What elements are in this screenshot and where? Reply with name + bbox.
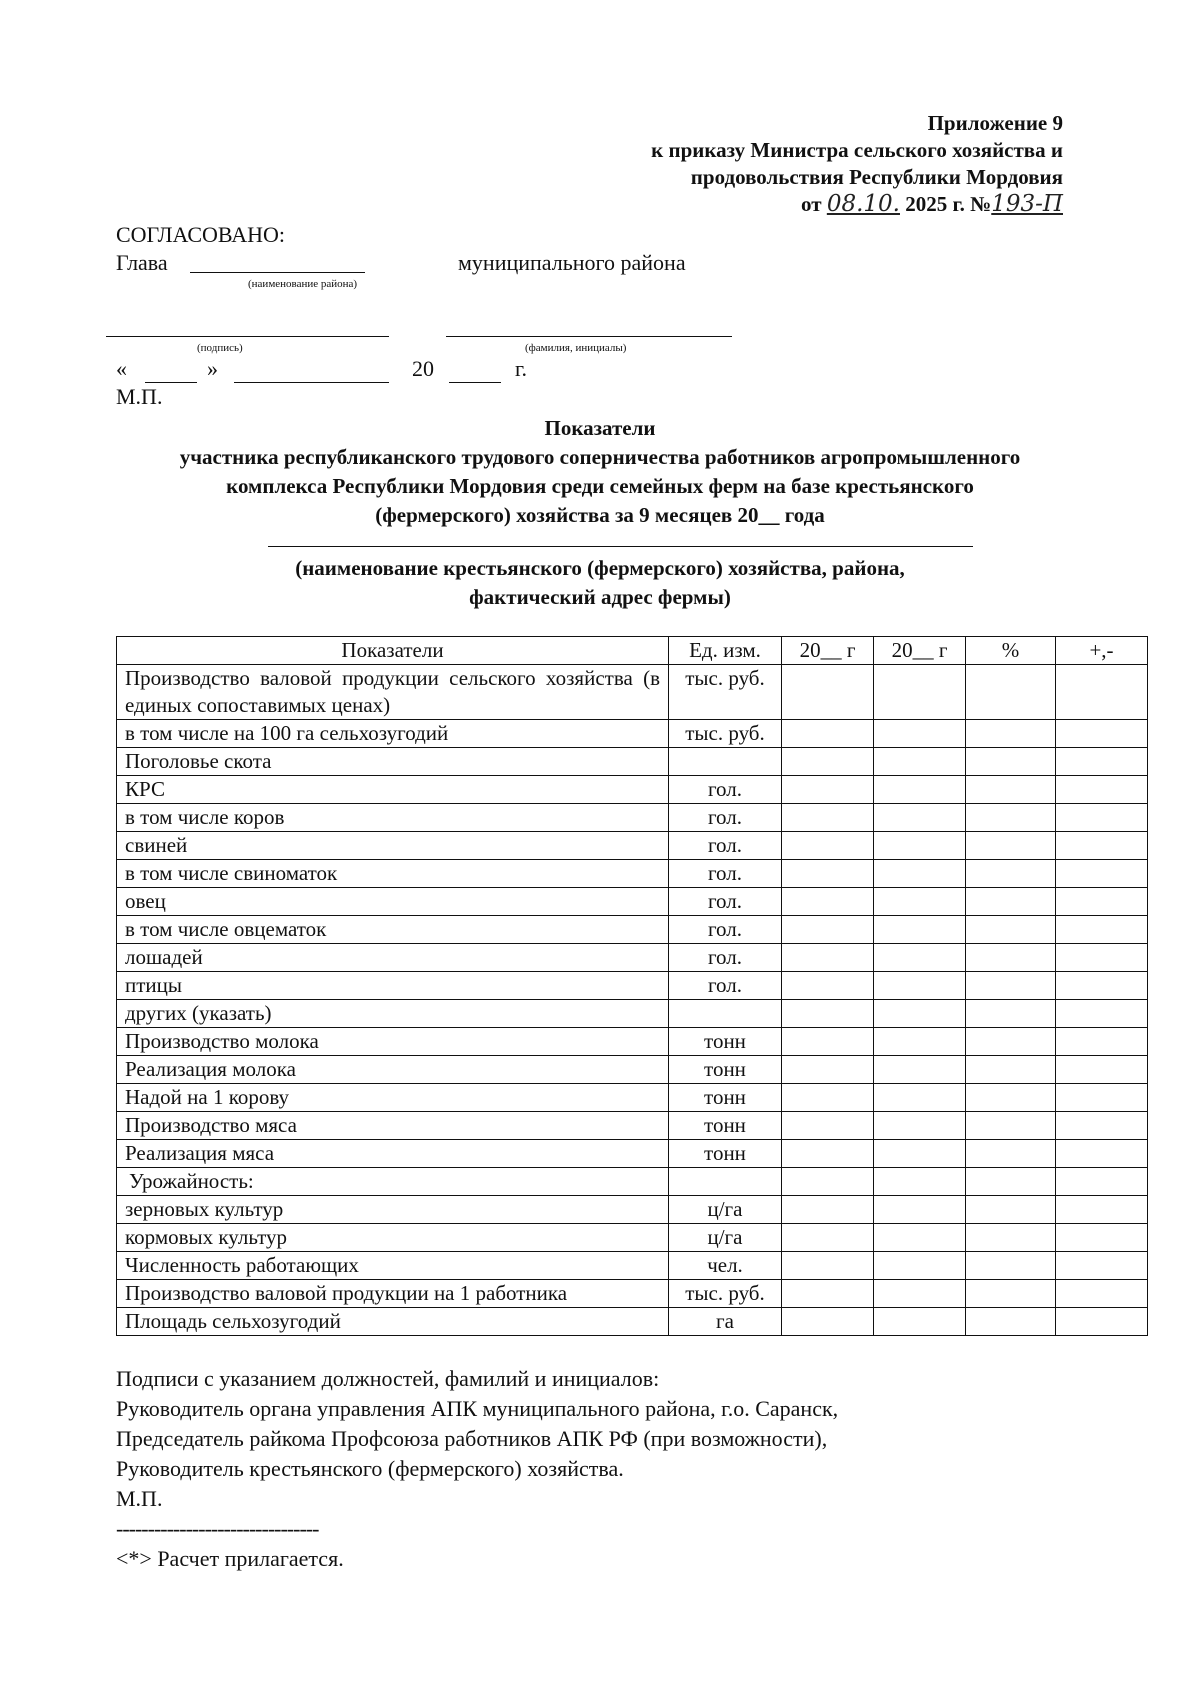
table-row — [117, 888, 1148, 916]
indicator-name: свиней — [117, 832, 669, 860]
indicator-unit — [669, 1000, 782, 1028]
table-row — [117, 1084, 1148, 1112]
value-percent[interactable] — [966, 888, 1056, 916]
value-year-1[interactable] — [782, 720, 874, 748]
date-quote-close: » — [207, 356, 218, 381]
signer-union-chair: Председатель райкома Профсоюза работников АПК РФ (при возможности), — [116, 1426, 828, 1451]
value-percent[interactable] — [966, 1056, 1056, 1084]
indicator-unit: гол. — [669, 888, 782, 916]
table-row — [117, 665, 1148, 720]
indicator-name: в том числе коров — [117, 804, 669, 832]
appendix-date-line — [651, 191, 1063, 218]
name-line — [446, 336, 732, 337]
handwritten-number: 193-П — [991, 191, 1063, 217]
value-year-2[interactable] — [874, 1140, 966, 1168]
value-year-1[interactable] — [782, 665, 874, 720]
indicator-name: кормовых культур — [117, 1224, 669, 1252]
date-quote-open: « — [116, 356, 127, 381]
value-year-2[interactable] — [874, 972, 966, 1000]
value-year-1[interactable] — [782, 860, 874, 888]
indicators-table — [116, 636, 1148, 1336]
value-diff[interactable] — [1056, 944, 1148, 972]
indicator-unit: га — [669, 1308, 782, 1336]
indicator-unit: ц/га — [669, 1224, 782, 1252]
indicator-name: Реализация мяса — [117, 1140, 669, 1168]
value-percent[interactable] — [966, 1084, 1056, 1112]
indicator-name: лошадей — [117, 944, 669, 972]
table-row — [117, 1000, 1148, 1028]
table-row — [117, 1056, 1148, 1084]
table-row — [117, 860, 1148, 888]
head-label: Глава — [116, 250, 168, 275]
table-row — [117, 832, 1148, 860]
indicator-unit: гол. — [669, 944, 782, 972]
value-year-1[interactable] — [782, 1112, 874, 1140]
table-row — [117, 1112, 1148, 1140]
table-row — [117, 1308, 1148, 1336]
value-year-2[interactable] — [874, 1112, 966, 1140]
indicator-unit — [669, 748, 782, 776]
indicator-name: Надой на 1 корову — [117, 1084, 669, 1112]
value-percent[interactable] — [966, 832, 1056, 860]
value-year-2[interactable] — [874, 1028, 966, 1056]
day-line — [145, 382, 197, 383]
value-year-1[interactable] — [782, 1224, 874, 1252]
value-diff[interactable] — [1056, 860, 1148, 888]
value-year-2[interactable] — [874, 1280, 966, 1308]
indicator-unit: гол. — [669, 972, 782, 1000]
value-percent[interactable] — [966, 1280, 1056, 1308]
table-row — [117, 804, 1148, 832]
indicator-unit: тонн — [669, 1140, 782, 1168]
table-row — [117, 916, 1148, 944]
value-diff[interactable] — [1056, 1280, 1148, 1308]
value-diff[interactable] — [1056, 776, 1148, 804]
indicator-unit: чел. — [669, 1252, 782, 1280]
value-year-1[interactable] — [782, 832, 874, 860]
district-name-line — [190, 272, 365, 273]
signatures-block — [116, 1364, 838, 1574]
value-year-1[interactable] — [782, 776, 874, 804]
value-year-1[interactable] — [782, 1252, 874, 1280]
year-prefix: 20 — [412, 356, 434, 381]
title-line-2: участника республиканского трудового соперничества работников агропромышленного — [179, 445, 1021, 469]
indicator-unit — [669, 1168, 782, 1196]
indicator-unit: ц/га — [669, 1196, 782, 1224]
value-year-2[interactable] — [874, 776, 966, 804]
value-year-2[interactable] — [874, 1000, 966, 1028]
table-row — [117, 1224, 1148, 1252]
table-row — [117, 1280, 1148, 1308]
value-year-2[interactable] — [874, 860, 966, 888]
value-year-2[interactable] — [874, 1168, 966, 1196]
indicator-unit: гол. — [669, 776, 782, 804]
title-line-1: Показатели — [544, 416, 656, 440]
title-line-3: комплекса Республики Мордовия среди семейных ферм на базе крестьянского — [226, 474, 974, 498]
indicator-name: Урожайность: — [117, 1168, 669, 1196]
value-percent[interactable] — [966, 665, 1056, 720]
district-caption: (наименование района) — [248, 278, 358, 290]
agreed-label: СОГЛАСОВАНО: — [116, 222, 285, 247]
value-diff[interactable] — [1056, 972, 1148, 1000]
value-year-2[interactable] — [874, 748, 966, 776]
value-percent[interactable] — [966, 776, 1056, 804]
value-year-1[interactable] — [782, 944, 874, 972]
table-row — [117, 720, 1148, 748]
indicator-name: КРС — [117, 776, 669, 804]
table-row — [117, 1028, 1148, 1056]
value-year-2[interactable] — [874, 1056, 966, 1084]
value-year-2[interactable] — [874, 944, 966, 972]
title-line-4: (фермерского) хозяйства за 9 месяцев 20__ года — [375, 503, 825, 527]
value-diff[interactable] — [1056, 1168, 1148, 1196]
appendix-header — [651, 110, 1063, 218]
value-percent[interactable] — [966, 860, 1056, 888]
indicator-unit: гол. — [669, 832, 782, 860]
month-line — [234, 382, 389, 383]
name-caption: (фамилия, инициалы) — [525, 342, 627, 354]
table-row — [117, 776, 1148, 804]
value-diff[interactable] — [1056, 1028, 1148, 1056]
value-year-2[interactable] — [874, 1196, 966, 1224]
indicator-name: Производство молока — [117, 1028, 669, 1056]
value-year-2[interactable] — [874, 1252, 966, 1280]
signer-farm-head: Руководитель крестьянского (фермерского) хозяйства. — [116, 1456, 624, 1481]
value-diff[interactable] — [1056, 804, 1148, 832]
value-year-2[interactable] — [874, 1224, 966, 1252]
indicator-name: Численность работающих — [117, 1252, 669, 1280]
indicator-name: зерновых культур — [117, 1196, 669, 1224]
indicator-unit: гол. — [669, 804, 782, 832]
indicator-name: овец — [117, 888, 669, 916]
header-year-2: 20__ г — [874, 637, 966, 665]
value-year-2[interactable] — [874, 832, 966, 860]
value-year-1[interactable] — [782, 972, 874, 1000]
table-row — [117, 1168, 1148, 1196]
value-year-1[interactable] — [782, 1308, 874, 1336]
value-diff[interactable] — [1056, 720, 1148, 748]
indicator-name: Производство валовой продукции сельского хозяйства (в единых сопоставимых ценах) — [117, 665, 669, 720]
indicator-name: других (указать) — [117, 1000, 669, 1028]
farm-caption-line-2: фактический адрес фермы) — [469, 585, 731, 609]
value-percent[interactable] — [966, 1168, 1056, 1196]
header-diff: +,- — [1056, 637, 1148, 665]
indicator-unit: тыс. руб. — [669, 720, 782, 748]
indicator-name: Производство валовой продукции на 1 работника — [117, 1280, 669, 1308]
footnote: <*> Расчет прилагается. — [116, 1546, 344, 1571]
indicator-unit: тонн — [669, 1084, 782, 1112]
value-diff[interactable] — [1056, 1252, 1148, 1280]
value-diff[interactable] — [1056, 1084, 1148, 1112]
value-percent[interactable] — [966, 804, 1056, 832]
indicator-name: в том числе на 100 га сельхозугодий — [117, 720, 669, 748]
value-year-2[interactable] — [874, 1084, 966, 1112]
value-percent[interactable] — [966, 944, 1056, 972]
table-header-row — [117, 637, 1148, 665]
value-year-1[interactable] — [782, 748, 874, 776]
table-row — [117, 1252, 1148, 1280]
table-row — [117, 972, 1148, 1000]
signature-caption: (подпись) — [197, 342, 243, 354]
indicator-name: Реализация молока — [117, 1056, 669, 1084]
value-percent[interactable] — [966, 1000, 1056, 1028]
value-diff[interactable] — [1056, 665, 1148, 720]
header-unit: Ед. изм. — [669, 637, 782, 665]
value-diff[interactable] — [1056, 1056, 1148, 1084]
value-year-2[interactable] — [874, 804, 966, 832]
value-diff[interactable] — [1056, 1224, 1148, 1252]
value-year-2[interactable] — [874, 916, 966, 944]
indicator-name: в том числе свиноматок — [117, 860, 669, 888]
farm-name-line — [268, 546, 973, 547]
footnote-separator: -------------------------------- — [116, 1516, 319, 1541]
value-year-1[interactable] — [782, 888, 874, 916]
header-year-1: 20__ г — [782, 637, 874, 665]
farm-caption — [120, 554, 1080, 612]
document-title — [120, 414, 1080, 530]
indicator-unit: тонн — [669, 1028, 782, 1056]
year-line — [449, 382, 501, 383]
appendix-order-line: к приказу Министра сельского хозяйства и — [651, 138, 1063, 162]
value-year-1[interactable] — [782, 804, 874, 832]
value-year-1[interactable] — [782, 1280, 874, 1308]
indicator-name: Поголовье скота — [117, 748, 669, 776]
value-year-1[interactable] — [782, 1028, 874, 1056]
table-row — [117, 1196, 1148, 1224]
date-prefix: от — [801, 192, 822, 216]
signature-line — [106, 336, 389, 337]
signer-apk-head: Руководитель органа управления АПК муниципального района, г.о. Саранск, — [116, 1396, 839, 1421]
value-percent[interactable] — [966, 916, 1056, 944]
value-year-2[interactable] — [874, 720, 966, 748]
value-percent[interactable] — [966, 1252, 1056, 1280]
value-percent[interactable] — [966, 1224, 1056, 1252]
table-row — [117, 748, 1148, 776]
value-percent[interactable] — [966, 748, 1056, 776]
indicator-unit: тыс. руб. — [669, 1280, 782, 1308]
value-diff[interactable] — [1056, 1140, 1148, 1168]
value-percent[interactable] — [966, 1308, 1056, 1336]
year-and-number-label: 2025 г. № — [905, 192, 992, 216]
indicator-unit: тыс. руб. — [669, 665, 782, 720]
value-year-1[interactable] — [782, 1084, 874, 1112]
value-diff[interactable] — [1056, 1000, 1148, 1028]
value-year-1[interactable] — [782, 1056, 874, 1084]
value-diff[interactable] — [1056, 1196, 1148, 1224]
value-year-2[interactable] — [874, 888, 966, 916]
value-diff[interactable] — [1056, 1308, 1148, 1336]
farm-caption-line-1: (наименование крестьянского (фермерского) хозяйства, района, — [295, 556, 905, 580]
indicator-name: Производство мяса — [117, 1112, 669, 1140]
header-percent: % — [966, 637, 1056, 665]
year-suffix: г. — [515, 356, 528, 381]
value-year-1[interactable] — [782, 1168, 874, 1196]
value-year-1[interactable] — [782, 916, 874, 944]
value-diff[interactable] — [1056, 888, 1148, 916]
indicator-name: птицы — [117, 972, 669, 1000]
value-year-1[interactable] — [782, 1196, 874, 1224]
value-percent[interactable] — [966, 1196, 1056, 1224]
signatures-intro: Подписи с указанием должностей, фамилий и инициалов: — [116, 1366, 660, 1391]
table-row — [117, 1140, 1148, 1168]
indicator-name: в том числе овцематок — [117, 916, 669, 944]
value-year-2[interactable] — [874, 1308, 966, 1336]
indicator-unit: гол. — [669, 916, 782, 944]
value-percent[interactable] — [966, 972, 1056, 1000]
header-indicator: Показатели — [117, 637, 669, 665]
indicator-unit: тонн — [669, 1056, 782, 1084]
handwritten-date: 08.10. — [826, 191, 900, 217]
value-diff[interactable] — [1056, 916, 1148, 944]
table-row — [117, 944, 1148, 972]
indicator-unit: гол. — [669, 860, 782, 888]
value-percent[interactable] — [966, 1112, 1056, 1140]
signatures-stamp: М.П. — [116, 1486, 163, 1511]
appendix-ministry-line: продовольствия Республики Мордовия — [690, 165, 1063, 189]
value-year-1[interactable] — [782, 1000, 874, 1028]
value-year-2[interactable] — [874, 665, 966, 720]
value-year-1[interactable] — [782, 1140, 874, 1168]
value-diff[interactable] — [1056, 748, 1148, 776]
value-percent[interactable] — [966, 720, 1056, 748]
district-suffix: муниципального района — [458, 250, 686, 275]
value-diff[interactable] — [1056, 832, 1148, 860]
value-diff[interactable] — [1056, 1112, 1148, 1140]
indicator-name: Площадь сельхозугодий — [117, 1308, 669, 1336]
value-percent[interactable] — [966, 1140, 1056, 1168]
appendix-title: Приложение 9 — [927, 111, 1063, 135]
indicator-unit: тонн — [669, 1112, 782, 1140]
stamp-label: М.П. — [116, 384, 163, 409]
value-percent[interactable] — [966, 1028, 1056, 1056]
